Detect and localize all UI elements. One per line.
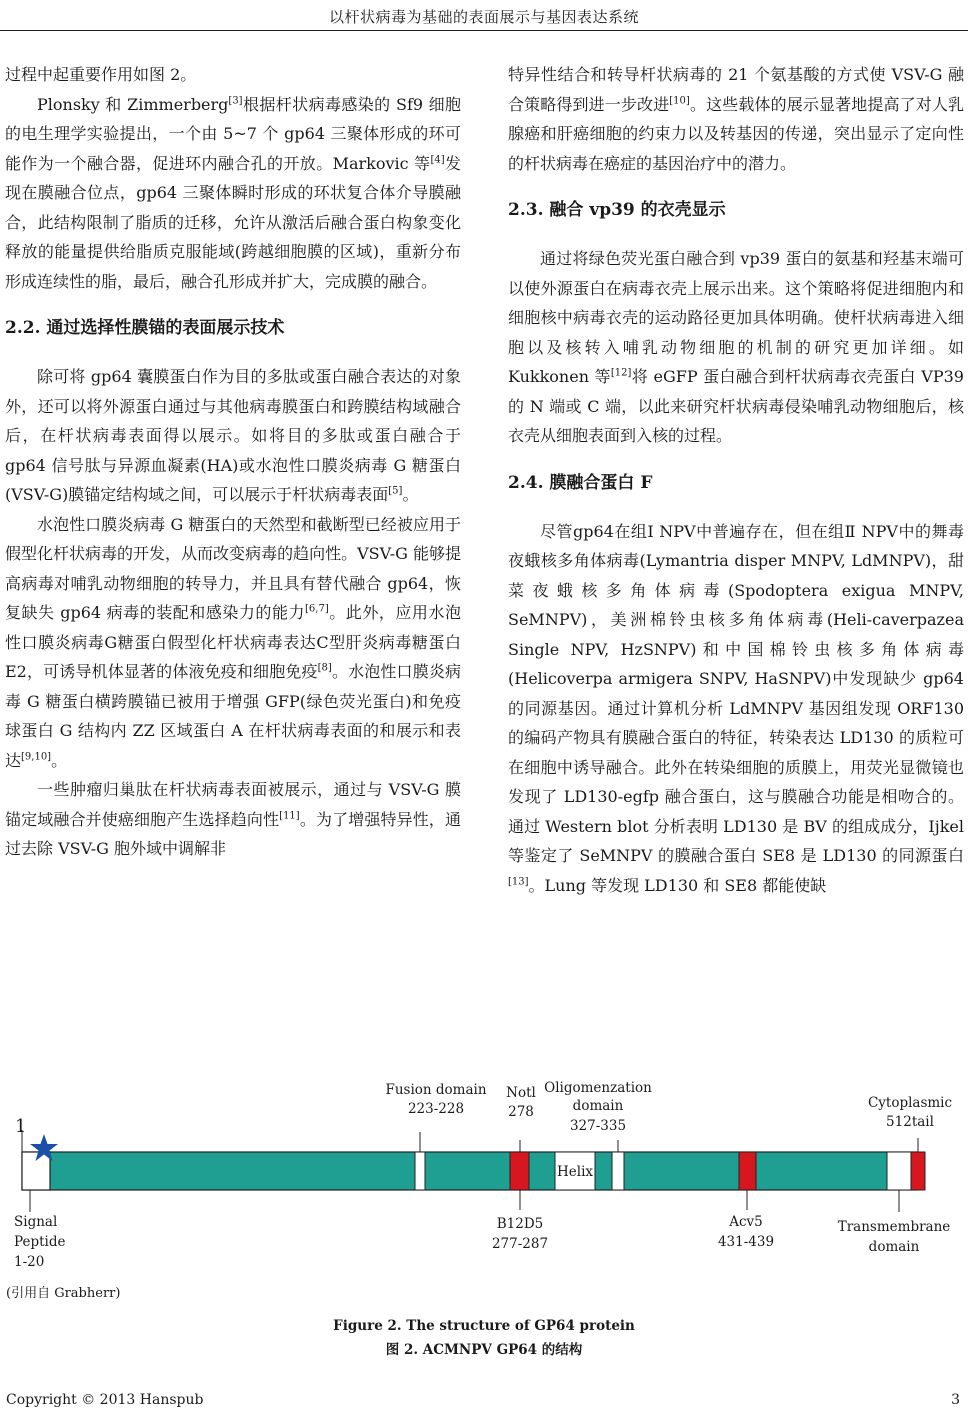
transmembrane-domain-label: domain [868,1239,920,1255]
section-heading-2-4: 2.4. 膜融合蛋白 F [508,472,653,493]
cytoplasmic-tail-label: 512tail [886,1114,934,1130]
gp64-structure-figure [0,1080,968,1280]
notl-position: 278 [508,1104,534,1120]
citation[interactable]: [13] [508,876,529,888]
section-heading-2-2: 2.2. 通过选择性膜锚的表面展示技术 [5,318,285,338]
oligomerization-label: Oligomenzation [544,1080,652,1096]
b12d5-label: B12D5 [496,1216,544,1232]
citation[interactable]: [3] [228,95,243,107]
acv5-epitope-segment [739,1152,756,1190]
fusion-domain-segment [415,1152,425,1190]
left-column [5,60,461,864]
cytoplasmic-label: Cytoplasmic [867,1095,953,1111]
helix-label: Helix [556,1164,594,1180]
oligomerization-range: 327-335 [569,1118,627,1134]
citation[interactable]: [11] [279,810,300,822]
signal-peptide-label: Peptide [14,1234,66,1250]
left-paragraph-2: Plonsky 和 Zimmerberg[3]根据杆状病毒感染的 Sf9 细胞的电生理学实验提出，一个由 5~7 个 gp64 三聚体形成的环可能作为一个融合器，促进环内融合孔的开放。Markovic 等[4]发现在膜融合位点，gp64 三聚体瞬时形成的环状复合体介导膜融合，此结构限制了脂质的迁移，允许从激活后融合蛋白构象变化释放的能量提供给脂质克服能域(跨越细胞膜的区域)，重新分布形成连续性的脂，最后，融合孔形成并扩大，完成膜的融合。 [5,94,461,291]
citation[interactable]: [5] [388,485,403,497]
citation[interactable]: [4] [430,154,445,166]
signal-label: Signal [14,1214,58,1230]
b12d5-range: 277-287 [491,1236,549,1252]
left-paragraph-1: 过程中起重要作用如图 2。 [5,65,197,84]
transmembrane-segment [887,1152,911,1190]
oligomerization-segment [612,1152,624,1190]
right-paragraph-3: 尽管gp64在组I NPV中普遍存在，但在组Ⅱ NPV中的舞毒夜蛾核多角体病毒(Lymantria disper MNPV, LdMNPV)，甜菜夜蛾核多角体病毒(Spodoptera exigua MNPV, SeMNPV)，美洲棉铃虫核多角体病毒(Heli-caverpazea Single NPV, HzSNPV)和中国棉铃虫核多角体病毒(Helicoverpa armigera SNPV, HaSNPV)中发现缺少 gp64 的同源基因。通过计算机分析 LdMNPV 基因组发现 ORF130 的编码产物具有膜融合蛋白的特征，转染表达 LD130 的质粒可在细胞中诱导融合。此外在转染细胞的质膜上，用荧光显微镜也发现了 LD130-egfp 融合蛋白，这与膜融合功能是相吻合的。通过 Western blot 分析表明 LD130 是 BV 的组成成分，Ijkel 等鉴定了 SeMNPV 的膜融合蛋白 SE8 是 LD130 的同源蛋白[13]。Lung 等发现 LD130 和 SE8 都能使缺 [508,521,964,895]
oligomerization-label-2: domain [572,1098,624,1114]
left-paragraph-3: 除可将 gp64 囊膜蛋白作为目的多肽或蛋白融合表达的对象外，还可以将外源蛋白通过与其他病毒膜蛋白和跨膜结构域融合后，在杆状病毒表面得以展示。如将目的多肽或蛋白融合于 gp64 信号肽与异源血凝素(HA)或水泡性口膜炎病毒 G 糖蛋白(VSV-G)膜锚定结构域之间，可以展示于杆状病毒表面[5]。 [5,367,461,504]
footer-page-number: 3 [951,1392,960,1408]
citation[interactable]: [8] [317,662,332,674]
right-paragraph-2: 通过将绿色荧光蛋白融合到 vp39 蛋白的氨基和羟基末端可以使外源蛋白在病毒衣壳上展示出来。这个策略将促进细胞内和细胞核中病毒衣壳的运动路径更加具体明确。使杆状病毒进入细胞以及核转入哺乳动物细胞的机制的研究更加详细。如 Kukkonen 等[12]将 eGFP 蛋白融合到杆状病毒衣壳蛋白 VP39 的 N 端或 C 端，以此来研究杆状病毒侵染哺乳动物细胞后，核衣壳从细胞表面到入核的过程。 [508,249,964,445]
section-heading-2-3: 2.3. 融合 vp39 的衣壳显示 [508,200,726,220]
acv5-label: Acv5 [729,1214,763,1230]
citation[interactable]: [9,10] [21,751,52,763]
right-column [508,60,964,900]
fusion-domain-label: Fusion domain [385,1082,487,1098]
acv5-range: 431-439 [717,1234,775,1250]
running-header: 以杆状病毒为基础的表面展示与基因表达系统 [328,8,639,26]
left-paragraph-4: 水泡性口膜炎病毒 G 糖蛋白的天然型和截断型已经被应用于假型化杆状病毒的开发，从而改变病毒的趋向性。VSV-G 能够提高病毒对哺乳动物细胞的转导力，并且具有替代融合 gp64，恢复缺失 gp64 病毒的装配和感染力的能力[6,7]。此外，应用水泡性口膜炎病毒G糖蛋白假型化杆状病毒表达C型肝炎病毒糖蛋白 E2，可诱导机体显著的体液免疫和细胞免疫[8]。水泡性口膜炎病毒 G 糖蛋白横跨膜锚已被用于增强 GFP(绿色荧光蛋白)和免疫球蛋白 G 结构内 ZZ 区域蛋白 A 在杆状病毒表面的和展示和表达[9,10]。 [5,514,461,770]
protein-body [22,1152,917,1190]
right-paragraph-1: 特异性结合和转导杆状病毒的 21 个氨基酸的方式使 VSV-G 融合策略得到进一步改进[10]。这些载体的展示显著地提高了对人乳腺癌和肝癌细胞的约束力以及转基因的传递，突出显示了定向性的杆状病毒在癌症的基因治疗中的潜力。 [508,65,964,173]
signal-peptide-segment [22,1152,50,1190]
start-label: 1 [15,1116,27,1137]
fusion-domain-range: 223-228 [407,1101,465,1117]
figure-credit: (引用自 Grabherr) [6,1286,121,1301]
notl-label: Notl [506,1085,536,1101]
cytoplasmic-tail-segment [911,1152,925,1190]
figure-caption-cn: 图 2. ACMNPV GP64 的结构 [385,1342,583,1358]
left-paragraph-5: 一些肿瘤归巢肽在杆状病毒表面被展示，通过与 VSV-G 膜锚定域融合并使癌细胞产生选择趋向性[11]。为了增强特异性，通过去除 VSV-G 胞外域中调解非 [5,780,461,858]
b12d5-epitope-segment [510,1152,529,1190]
citation[interactable]: [12] [610,367,632,379]
header-rule [0,30,968,31]
citation[interactable]: [6,7] [305,603,329,615]
signal-range: 1-20 [14,1254,45,1270]
transmembrane-label: Transmembrane [837,1219,951,1235]
gp64-diagram [0,1080,968,1280]
footer-copyright: Copyright © 2013 Hanspub [6,1392,204,1408]
figure-caption-en: Figure 2. The structure of GP64 protein [333,1318,635,1334]
citation[interactable]: [10] [669,95,690,107]
